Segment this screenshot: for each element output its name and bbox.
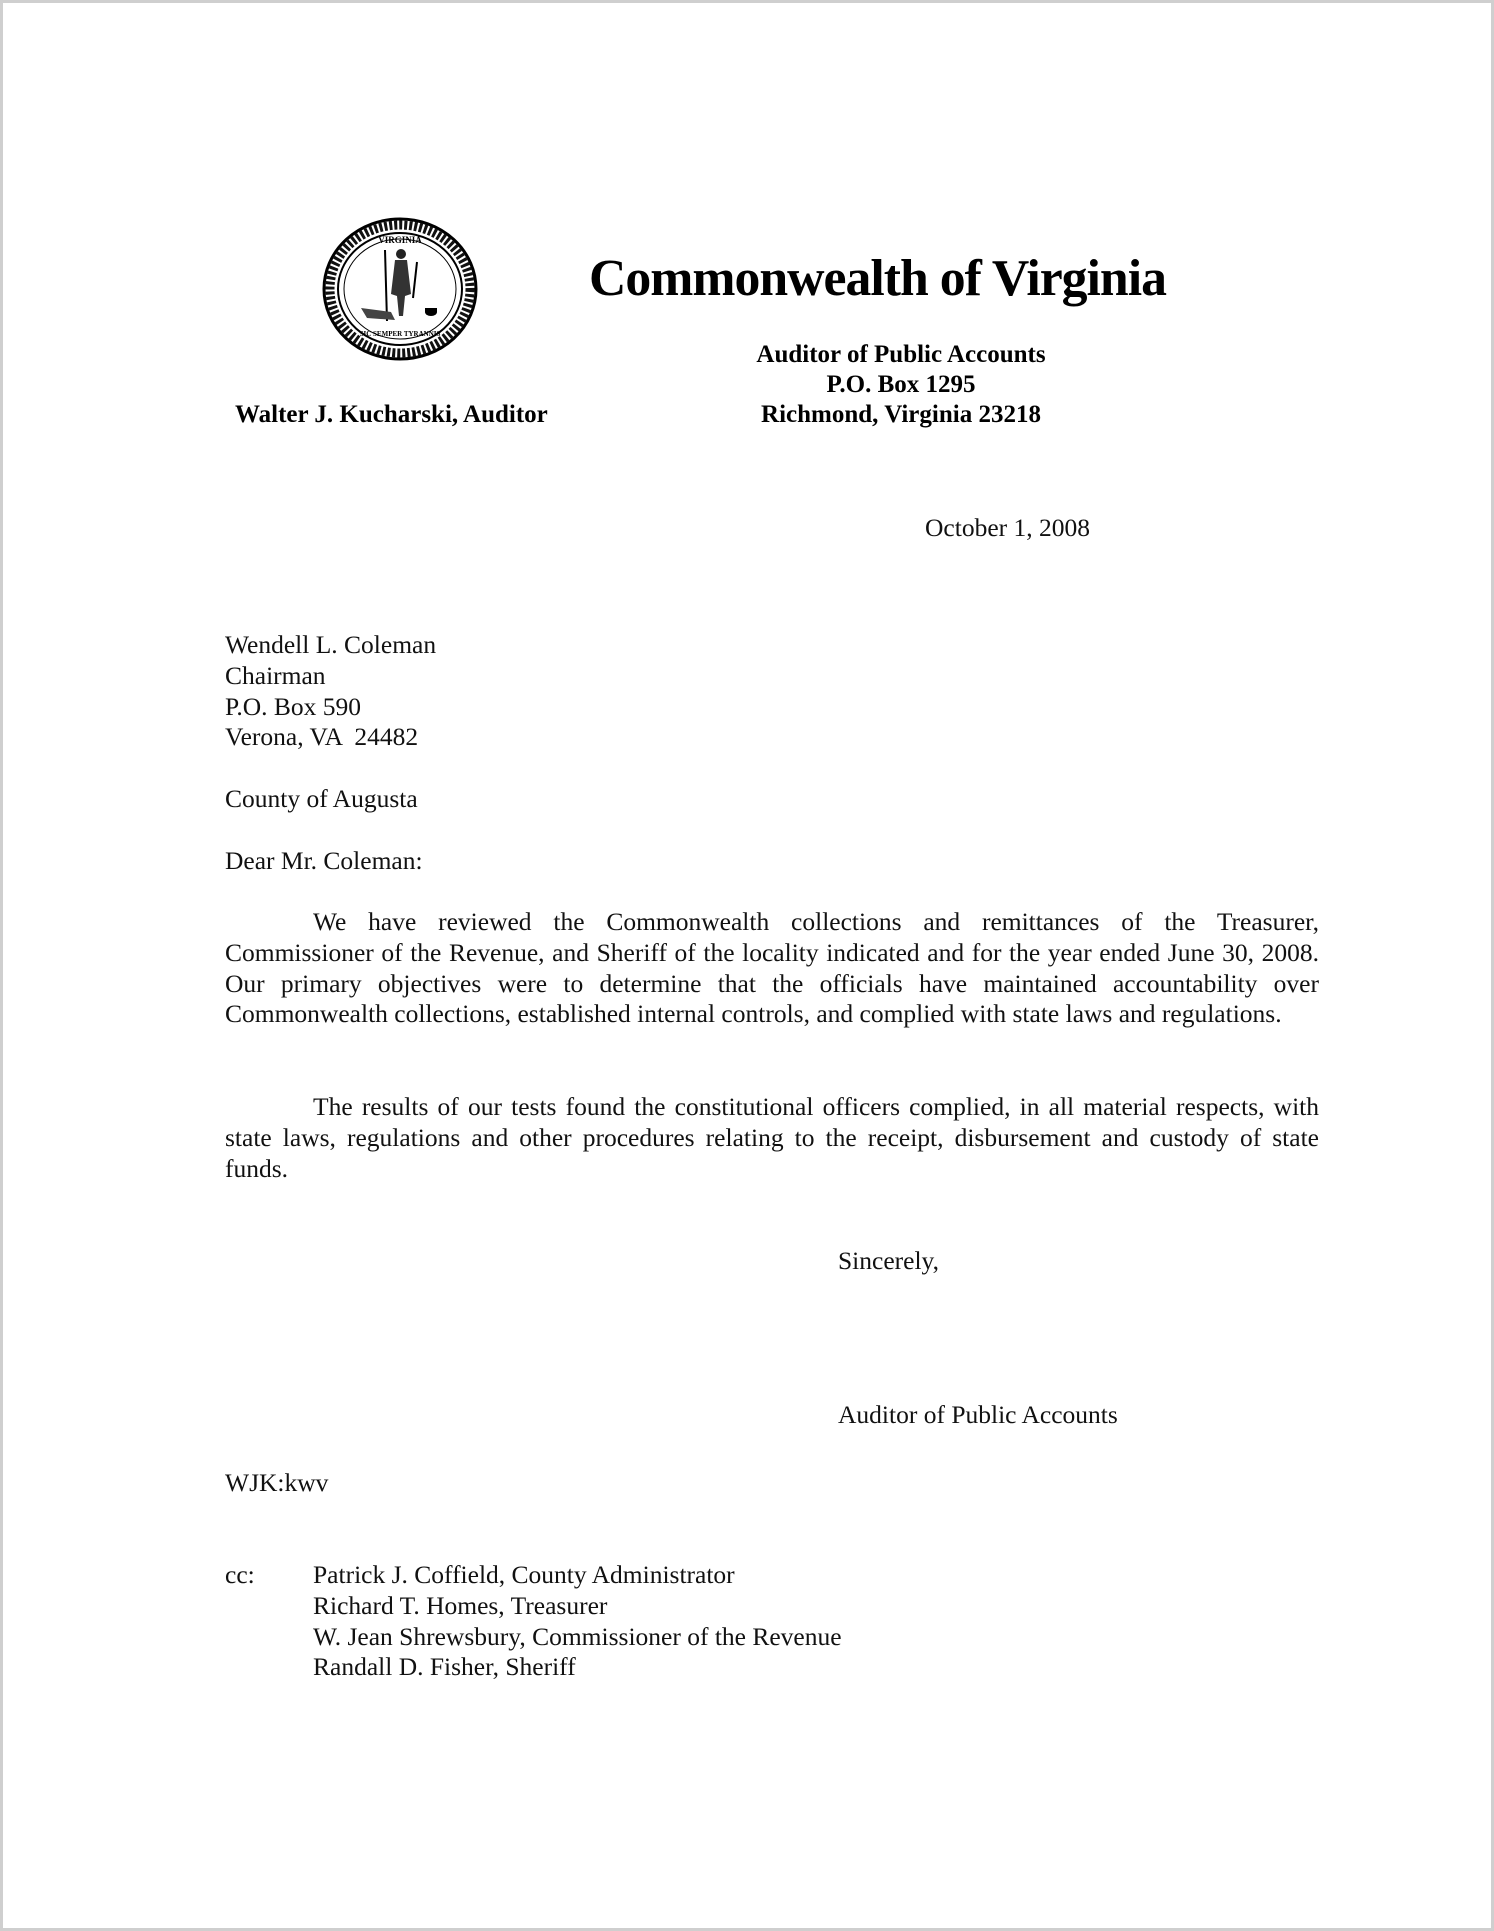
recipient-po-box: P.O. Box 590 xyxy=(225,691,362,721)
cc-recipient: Randall D. Fisher, Sheriff xyxy=(313,1652,576,1682)
recipient-locality: County of Augusta xyxy=(225,784,418,813)
recipient-city: Verona, VA 24482 xyxy=(225,722,419,752)
auditor-name: Walter J. Kucharski, Auditor xyxy=(235,401,548,428)
office-address xyxy=(703,340,1099,430)
svg-text:VIRGINIA: VIRGINIA xyxy=(378,235,422,245)
office-po-box: P.O. Box 1295 xyxy=(826,371,976,398)
salutation: Dear Mr. Coleman: xyxy=(225,846,423,875)
letter-date: October 1, 2008 xyxy=(925,513,1091,542)
cc-label: cc: xyxy=(225,1560,255,1589)
letterhead-title: Commonwealth of Virginia xyxy=(589,250,1166,307)
signature-block: Auditor of Public Accounts xyxy=(838,1400,1118,1429)
recipient-title: Chairman xyxy=(225,660,326,690)
cc-recipient: Patrick J. Coffield, County Administrator xyxy=(313,1560,735,1589)
recipient-address xyxy=(225,630,436,753)
svg-text:SIC SEMPER TYRANNIS: SIC SEMPER TYRANNIS xyxy=(359,330,441,338)
office-city: Richmond, Virginia 23218 xyxy=(761,401,1041,428)
cc-recipient: W. Jean Shrewsbury, Commissioner of the Revenue xyxy=(313,1621,842,1651)
cc-list xyxy=(313,1560,842,1683)
body-paragraph-1: We have reviewed the Commonwealth collections and remittances of the Treasurer, Commissioner of the Revenue, and Sheriff of the locality indicated and for the year ended June 30, 2008. Our primary objectives were to determine that the officials have maintained accountability over Commonwealth collections, established internal controls, and complied with state laws and regulations. xyxy=(225,907,1332,1029)
body-paragraph-2: The results of our tests found the constitutional officers complied, in all material respects, with state laws, regulations and other procedures relating to the receipt, disbursement and custody of state funds. xyxy=(225,1092,1319,1183)
closing: Sincerely, xyxy=(838,1246,940,1275)
office-name: Auditor of Public Accounts xyxy=(756,341,1046,368)
virginia-seal-icon xyxy=(321,216,479,362)
recipient-name: Wendell L. Coleman xyxy=(225,630,437,659)
reference-initials: WJK:kwv xyxy=(225,1468,329,1497)
cc-recipient: Richard T. Homes, Treasurer xyxy=(313,1590,608,1620)
